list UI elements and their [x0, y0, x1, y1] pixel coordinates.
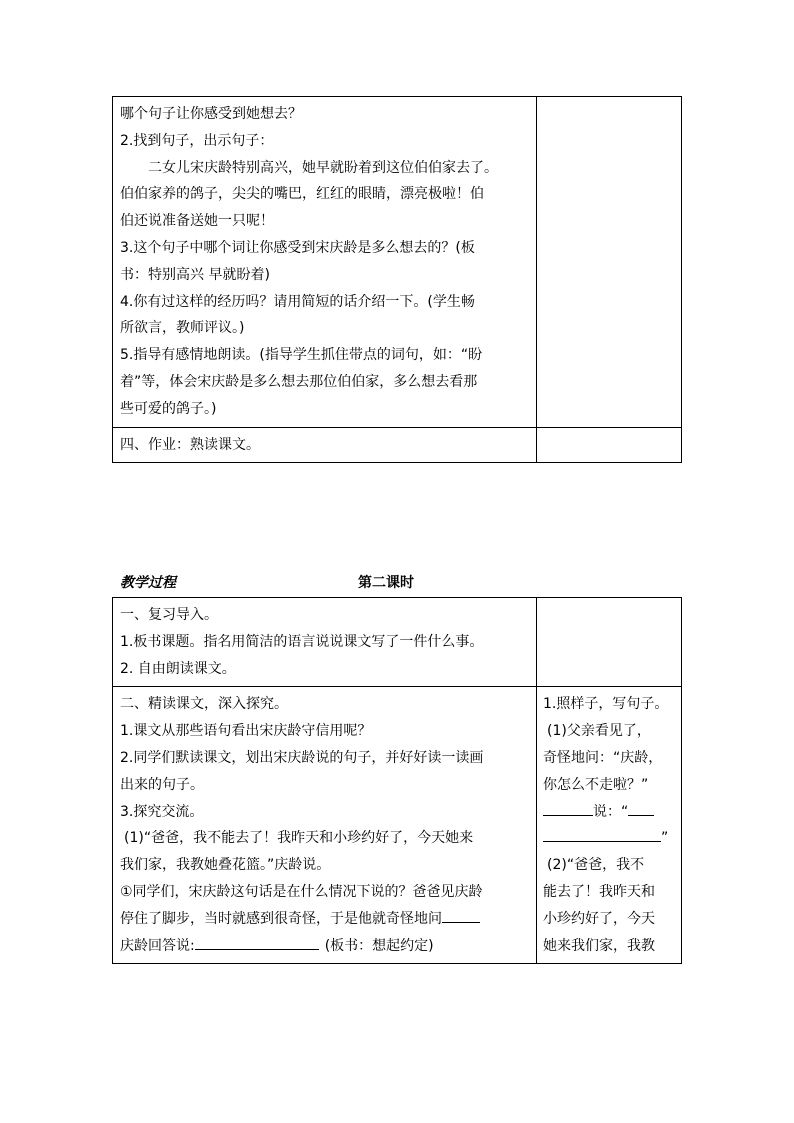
exercise-line: 她来我们家，我教 — [543, 937, 655, 954]
exercise-line: 能去了！我昨天和 — [543, 883, 655, 900]
text-line: 书：特别高兴 早就盼着) — [120, 266, 270, 283]
text-segment: 停住了脚步，当时就感到很奇怪，于是他就奇怪地问 — [120, 910, 442, 927]
quoted-passage-line: 二女儿宋庆龄特别高兴，她早就盼着到这位伯伯家去了。 — [148, 159, 498, 176]
text-line: 所欲言，教师评议。) — [120, 320, 245, 337]
exercise-line: (1)父亲看见了， — [547, 723, 651, 740]
text-line: 一、复习导入。 — [120, 607, 218, 623]
exercise-line — [543, 825, 677, 852]
text-segment: ” — [661, 830, 669, 847]
notes-cell — [537, 427, 682, 463]
text-segment: (板书：想起约定) — [324, 937, 434, 954]
text-line: 着”等，体会宋庆龄是多么想去那位伯伯家，多么想去看那 — [120, 373, 478, 390]
text-line: 些可爱的鸽子。) — [120, 400, 217, 417]
exercise-cell — [537, 687, 682, 964]
text-line: 二、精读课文，深入探究。 — [120, 696, 288, 713]
fill-blank — [442, 907, 480, 923]
fill-blank — [195, 934, 319, 950]
text-line: 5.指导有感情地朗读。(指导学生抓住带点的词句，如：“盼 — [120, 347, 483, 364]
text-line: 出来的句子。 — [120, 776, 204, 793]
text-line: 3.探究交流。 — [120, 803, 204, 820]
lesson-content-cell — [113, 97, 537, 428]
text-line: (1)“爸爸，我不能去了！我昨天和小珍约好了，今天她来 — [124, 830, 474, 847]
exercise-line: 1.照样子，写句子。 — [543, 696, 669, 713]
exercise-line: 你怎么不走啦？” — [543, 776, 649, 793]
quoted-passage-line: 伯伯家养的鸽子，尖尖的嘴巴，红红的眼睛，漂亮极啦！伯 — [120, 186, 484, 203]
text-line: 2.同学们默读课文，划出宋庆龄说的句子，并好好读一读画 — [120, 749, 484, 766]
exercise-line: 小珍约好了，今天 — [543, 910, 655, 927]
quoted-passage-line: 伯还说准备送她一只呢！ — [120, 213, 274, 230]
notes-cell — [537, 598, 682, 687]
text-line: ①同学们，宋庆龄这句话是在什么情况下说的？爸爸见庆龄 — [120, 883, 483, 900]
text-line: 4.你有过这样的经历吗？请用简短的话介绍一下。(学生畅 — [120, 293, 475, 310]
review-cell — [113, 598, 537, 687]
text-line: 哪个句子让你感受到她想去？ — [120, 106, 302, 122]
lesson-table-1 — [112, 96, 682, 463]
text-line — [120, 933, 530, 960]
text-segment: 说：“ — [593, 803, 629, 820]
text-line: 2. 自由朗读课文。 — [120, 660, 236, 677]
exercise-line: (2)“爸爸，我不 — [547, 857, 645, 874]
text-segment: 庆龄回答说: — [120, 937, 195, 954]
text-line: 1.课文从那些语句看出宋庆龄守信用呢？ — [120, 723, 372, 740]
text-line: 3.这个句子中哪个词让你感受到宋庆龄是多么想去的？(板 — [120, 239, 475, 256]
section-heading-process: 教学过程 — [120, 575, 176, 591]
exercise-line: 奇怪地问：“庆龄， — [543, 749, 663, 766]
explore-cell — [113, 687, 537, 964]
fill-blank — [543, 800, 593, 816]
exercise-line — [543, 799, 677, 826]
fill-blank — [628, 800, 654, 816]
text-line — [120, 906, 530, 933]
text-line: 我们家，我教她叠花篮。”庆龄说。 — [120, 857, 331, 874]
homework-text: 四、作业：熟读课文。 — [120, 436, 260, 453]
text-line: 2.找到句子，出示句子： — [120, 132, 274, 149]
notes-cell — [537, 97, 682, 428]
lesson-table-2 — [112, 597, 682, 964]
homework-cell — [113, 427, 537, 463]
section-heading-period: 第二课时 — [358, 575, 414, 591]
fill-blank — [543, 826, 661, 842]
text-line: 1.板书课题。指名用简洁的语言说说课文写了一件什么事。 — [120, 633, 484, 650]
